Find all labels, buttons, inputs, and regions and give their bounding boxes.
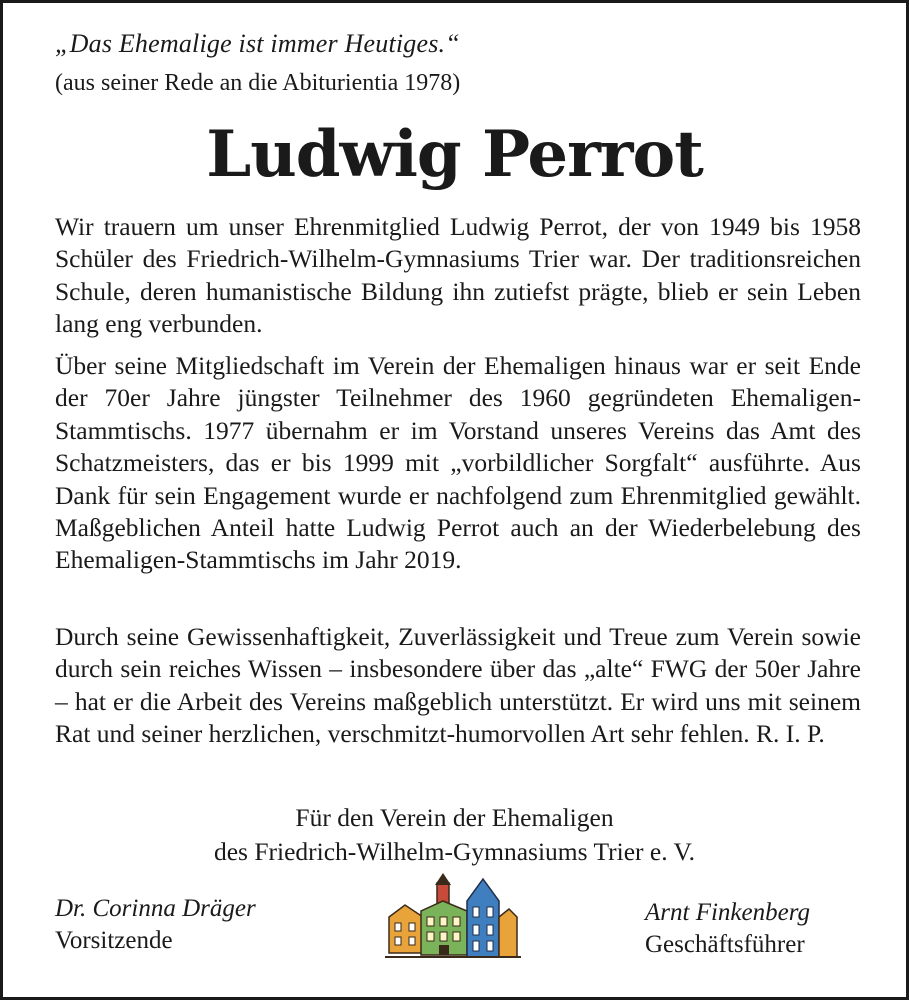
- signatory-role-right: Geschäftsführer: [645, 931, 805, 958]
- signatory-name-left: Dr. Corinna Dräger: [55, 895, 256, 922]
- closing-line-1: Für den Verein der Ehemaligen: [295, 803, 614, 832]
- paragraph-1: Wir trauern um unser Ehrenmitglied Ludwig Perrot, der von 1949 bis 1958 Schüler des Friedrich-Wilhelm-Gymnasiums Trier war. Der traditionsreichen Schule, deren humanistische Bildung ihn zutiefst prägte, blieb er sein Leben lang eng verbunden.: [55, 212, 861, 339]
- quote-source: (aus seiner Rede an die Abiturientia 1978): [55, 70, 461, 96]
- deceased-name: Ludwig Perrot: [206, 117, 703, 192]
- signatory-name-right: Arnt Finkenberg: [645, 899, 811, 926]
- closing-block: [3, 801, 906, 869]
- signature-left: [55, 893, 256, 957]
- quote: „Das Ehemalige ist immer Heutiges.“: [55, 29, 460, 58]
- paragraph-3: Durch seine Gewissenhaftigkeit, Zuverlässigkeit und Treue zum Verein sowie durch sein reiches Wissen – insbesondere über das „alte“ FWG der 50er Jahre – hat er die Arbeit des Vereins maßgeblich unterstützt. Er wird uns mit seinem Rat und seiner herzlichen, verschmitzt-humorvollen Art sehr fehlen. R. I. P.: [55, 622, 861, 749]
- paragraph-2: Über seine Mitgliedschaft im Verein der Ehemaligen hinaus war er seit Ende der 70er Jahre jüngster Teilnehmer des 1960 gegründeten Ehemaligen-Stammtischs. 1977 übernahm er im Vorstand unseres Vereins das Amt des Schatzmeisters, das er bis 1999 mit „vorbildlicher Sorgfalt“ ausführte. Aus Dank für sein Engagement wurde er nachfolgend zum Ehrenmitglied gewählt. Maßgeblichen Anteil hatte Ludwig Perrot auch an der Wiederbelebung des Ehemaligen-Stammtischs im Jahr 2019.: [55, 351, 861, 575]
- signatory-role-left: Vorsitzende: [55, 927, 173, 954]
- signature-right: [645, 897, 810, 961]
- closing-line-2: des Friedrich-Wilhelm-Gymnasiums Trier e. V.: [213, 837, 696, 866]
- school-building-logo: [383, 871, 523, 961]
